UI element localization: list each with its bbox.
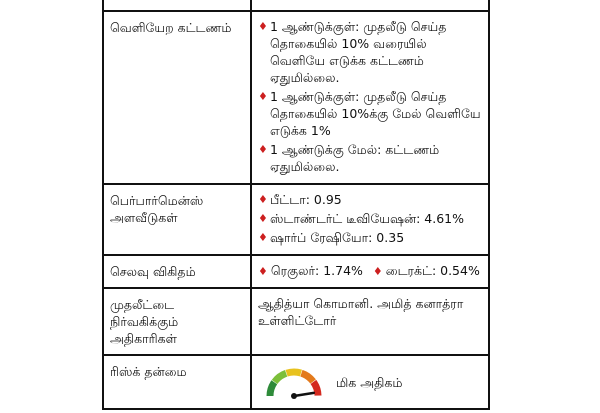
diamond-bullet-icon: ♦ — [258, 193, 268, 206]
expense-ratio-label: செலவு விகிதம் — [104, 256, 252, 287]
diamond-bullet-icon: ♦ — [372, 265, 383, 278]
fund-managers-value: ஆதித்யா கொமானி. அமித் கனாத்ரா உள்ளிட்டோர் — [258, 296, 464, 328]
list-item: ♦ 1 ஆண்டுக்குள்: முதலீடு செய்த தொகையில் 10%க்கு மேல் வெளியே எடுக்க 1% — [258, 89, 481, 138]
performance-label: பெர்பார்மென்ஸ் அளவீடுகள் — [104, 185, 252, 254]
gauge-segment — [287, 372, 301, 373]
fund-managers-row — [104, 287, 488, 354]
list-item: ♦ 1 ஆண்டுக்குள்: முதலீடு செய்த தொகையில் 10% வரையில் வெளியே எடுக்க கட்டணம் ஏதுமில்லை. — [258, 19, 447, 85]
diamond-bullet-icon: ♦ — [258, 265, 268, 278]
fund-details-table — [102, 0, 490, 410]
gauge-segment — [270, 382, 274, 396]
regular-expense: ரெகுலர்: 1.74% — [270, 263, 363, 278]
gauge-segment — [275, 373, 287, 382]
exit-load-label: வெளியேற கட்டணம் — [104, 12, 252, 183]
top-cell-left — [104, 0, 252, 10]
gauge-hub — [291, 393, 297, 399]
fund-managers-label: முதலீட்டை நிர்வகிக்கும் அதிகாரிகள் — [104, 289, 252, 354]
diamond-bullet-icon: ♦ — [258, 212, 268, 225]
diamond-bullet-icon: ♦ — [258, 20, 268, 33]
gauge-needle — [294, 393, 314, 396]
direct-expense: டைரக்ட்: 0.54% — [385, 263, 480, 278]
performance-value — [252, 185, 488, 254]
diamond-bullet-icon: ♦ — [258, 143, 268, 156]
top-cell-right — [252, 0, 488, 10]
diamond-bullet-icon: ♦ — [258, 231, 268, 244]
exit-load-row — [104, 10, 488, 183]
list-item: ♦ 1 ஆண்டுக்கு மேல்: கட்டணம் ஏதுமில்லை. — [258, 142, 440, 174]
list-item: ♦ பீட்டா: 0.95 — [258, 192, 342, 207]
expense-ratio-value — [252, 256, 488, 287]
risk-value — [252, 356, 488, 408]
gauge-segment — [301, 373, 313, 381]
list-item: ♦ ஸ்டாண்டர்ட் டீவியேஷன்: 4.61% — [258, 211, 464, 226]
table-top-row — [104, 0, 488, 10]
riskometer-gauge-icon — [262, 362, 326, 402]
list-item: ♦ ஷார்ப் ரேஷியோ: 0.35 — [258, 230, 405, 245]
exit-load-value — [252, 12, 488, 183]
risk-label: ரிஸ்க் தன்மை — [104, 356, 252, 408]
risk-row — [104, 354, 488, 408]
expense-ratio-row — [104, 254, 488, 287]
performance-row — [104, 183, 488, 254]
diamond-bullet-icon: ♦ — [258, 90, 268, 103]
risk-level-text: மிக அதிகம் — [336, 374, 403, 390]
